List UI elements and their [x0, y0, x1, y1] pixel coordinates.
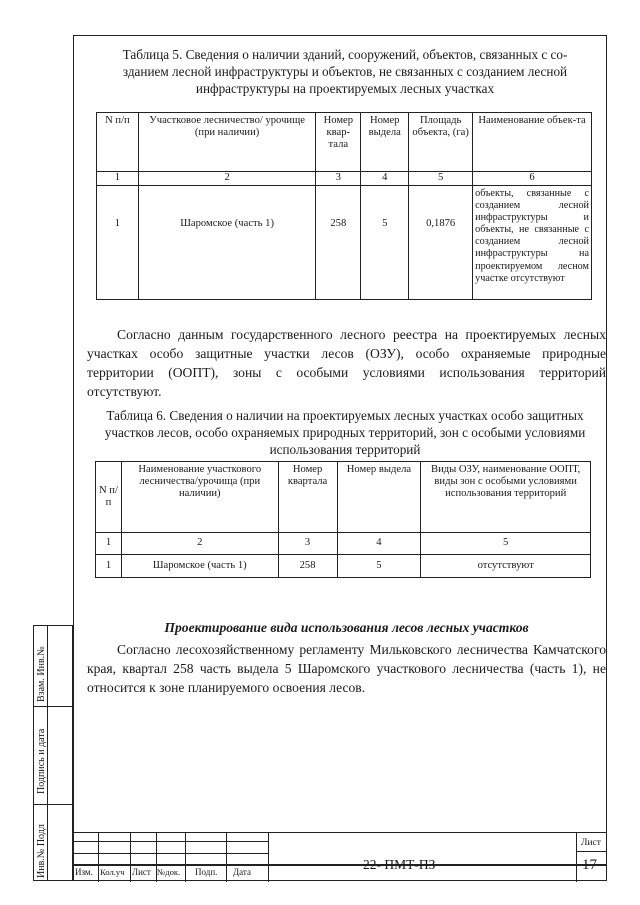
table6-colnum: 1 — [96, 533, 122, 555]
divider — [34, 804, 74, 805]
table5-cell-quarter: 258 — [316, 186, 361, 300]
table5-header-area: Площадь объекта, (га) — [409, 113, 473, 172]
table5-number-row — [97, 172, 592, 186]
table5 — [96, 112, 592, 300]
stamp-col-kolvo: Кол.уч — [100, 867, 125, 877]
table6-cell-allotment: 5 — [337, 555, 421, 578]
paragraph-1-text: Согласно данным государственного лесного реестра на проектируемых лесных участках особо защитные участки лесов (ОЗУ), особо охраняемые природные территории (ООПТ), зоны с особыми условиями использования территорий отсутствуют. — [87, 327, 606, 399]
sheet-label: Лист — [581, 838, 601, 848]
table5-colnum: 2 — [138, 172, 315, 186]
document-code: 22- ПМТ-ПЗ — [363, 857, 436, 872]
stamp-col-podp: Подп. — [195, 867, 218, 877]
stamp-col-data: Дата — [233, 867, 251, 877]
divider — [576, 833, 577, 882]
table5-cell-forestry: Шаромское (часть 1) — [138, 186, 315, 300]
table5-header-allotment: Номер выдела — [361, 113, 409, 172]
side-stamp — [33, 625, 73, 881]
table6-header-allotment: Номер выдела — [337, 462, 421, 533]
paragraph-1 — [87, 325, 606, 401]
divider — [98, 833, 99, 882]
table5-colnum: 5 — [409, 172, 473, 186]
table6-number-row — [96, 533, 591, 555]
divider — [130, 833, 131, 882]
divider — [73, 864, 607, 866]
table-row — [97, 186, 592, 300]
paragraph-2-text: Согласно лесохозяйственному регламенту Мильковского лесничества Камчатского края, квартал 258 часть выдела 5 Шаромского участкового лесничества (часть 1), не относится к зоне планируемого освоения лесов. — [87, 642, 606, 695]
table6-header-types: Виды ОЗУ, наименование ООПТ, виды зон с особыми условиями использования территорий — [421, 462, 591, 533]
table5-cell-area: 0,1876 — [409, 186, 473, 300]
table5-cell-allotment: 5 — [361, 186, 409, 300]
table5-caption: Таблица 5. Сведения о наличии зданий, сооружений, объектов, связанных с со-зданием лесной инфраструктуры и объектов, не связанных с созданием лесной инфраструктуры на проектируемых лесных участках — [122, 47, 568, 96]
table6-header-row — [96, 462, 591, 533]
paragraph-2 — [87, 640, 606, 697]
table5-header-forestry: Участковое лесничество/ урочище (при наличии) — [138, 113, 315, 172]
divider — [73, 841, 268, 842]
table6-colnum: 3 — [278, 533, 337, 555]
table6-colnum: 4 — [337, 533, 421, 555]
table6-header-forestry: Наименование участкового лесничества/урочища (при наличии) — [121, 462, 278, 533]
table6-cell-forestry: Шаромское (часть 1) — [121, 555, 278, 578]
table5-colnum: 6 — [473, 172, 592, 186]
table6-header-n: N п/п — [96, 462, 122, 533]
stamp-col-izm: Изм. — [75, 867, 93, 877]
divider — [185, 833, 186, 882]
title-block — [73, 832, 607, 881]
section-title: Проектирование вида использования лесов лесных участков — [164, 620, 529, 635]
table6 — [95, 461, 591, 578]
table5-colnum: 1 — [97, 172, 139, 186]
table5-header-row — [97, 113, 592, 172]
table-row — [96, 555, 591, 578]
side-podpis-label: Подпись и дата — [36, 728, 47, 794]
table5-header-quarter: Номер квар-тала — [316, 113, 361, 172]
table6-caption: Таблица 6. Сведения о наличии на проектируемых лесных участках особо защитных участков лесов, особо охраняемых природных территорий, зон с особыми условиями использования территорий — [104, 408, 586, 457]
side-inv-label: Инв.№ Подл — [36, 824, 47, 878]
divider — [226, 833, 227, 882]
table5-cell-n: 1 — [97, 186, 139, 300]
stamp-col-doc: №док. — [157, 867, 181, 877]
divider — [268, 833, 269, 882]
divider — [576, 851, 607, 852]
table5-colnum: 3 — [316, 172, 361, 186]
table6-cell-quarter: 258 — [278, 555, 337, 578]
sheet-number: 17 — [582, 857, 597, 873]
table6-cell-n: 1 — [96, 555, 122, 578]
divider — [73, 853, 268, 854]
side-vzam-label: Взам. Инв.№ — [36, 646, 47, 702]
table6-cell-types: отсутствуют — [421, 555, 591, 578]
stamp-col-list: Лист — [132, 867, 151, 877]
table5-header-name: Наименование объек-та — [473, 113, 592, 172]
table5-header-n: N п/п — [97, 113, 139, 172]
table5-colnum: 4 — [361, 172, 409, 186]
table6-colnum: 2 — [121, 533, 278, 555]
divider — [34, 706, 74, 707]
table6-header-quarter: Номер квартала — [278, 462, 337, 533]
table6-colnum: 5 — [421, 533, 591, 555]
table5-cell-name: объекты, связанные с созданием лесной инфраструктуры и объекты, не связанные с созданием лесной инфраструктуры на проектируемом лесном участке отсутствуют — [473, 186, 592, 300]
